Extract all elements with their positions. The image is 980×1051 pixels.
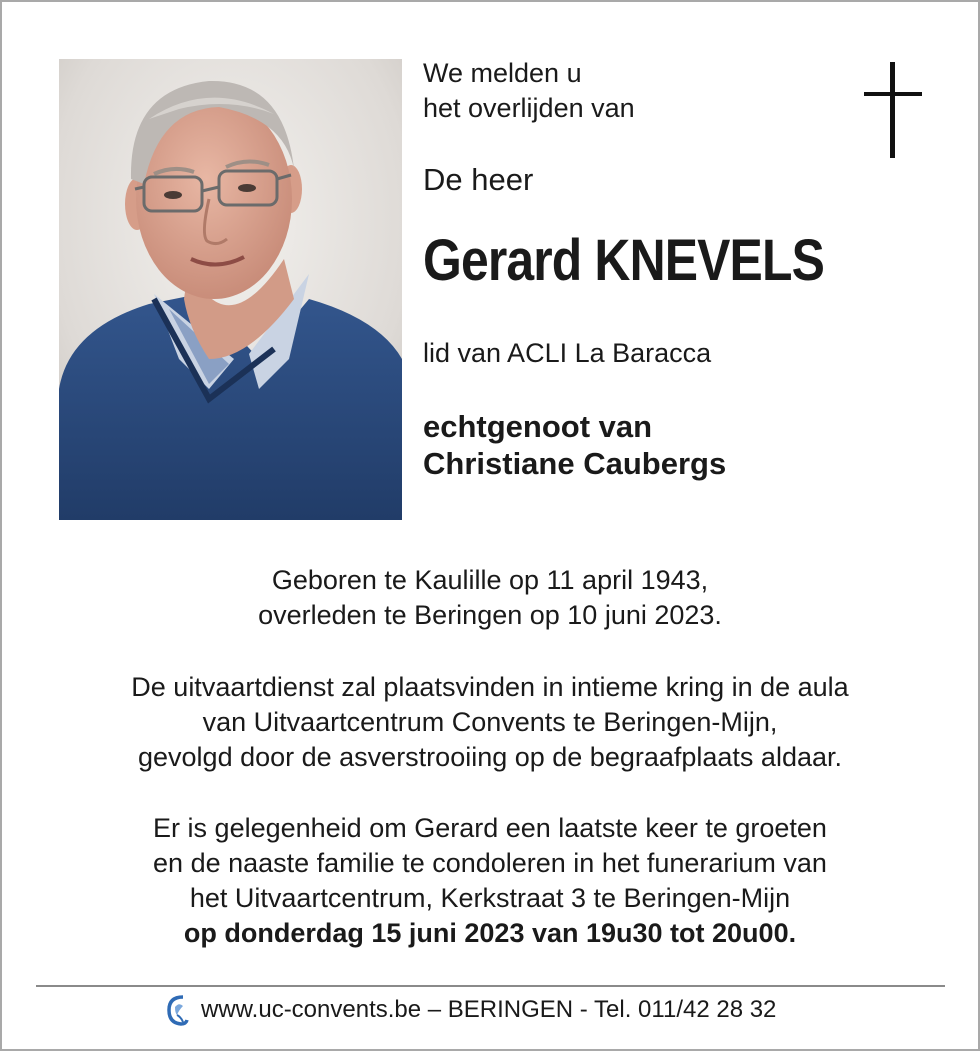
funeral-line-2: van Uitvaartcentrum Convents te Beringen-Mijn, (202, 707, 778, 737)
deceased-name: Gerard KNEVELS (423, 228, 824, 293)
honorific-title: De heer (423, 162, 534, 197)
spouse-line-2: Christiane Caubergs (423, 446, 727, 481)
dates-line-1: Geboren te Kaulille op 11 april 1943, (271, 565, 709, 595)
birth-death-dates (40, 563, 940, 633)
footer-divider (36, 985, 945, 987)
dates-line-2: overleden te Beringen op 10 juni 2023. (258, 600, 722, 630)
spouse-info (423, 408, 726, 482)
visit-line-2: en de naaste familie te condoleren in het funerarium van (153, 848, 827, 878)
membership-line: lid van ACLI La Baracca (423, 338, 712, 368)
intro-line-2: het overlijden van (423, 93, 635, 123)
footer-contact: www.uc-convents.be – BERINGEN - Tel. 011/42 28 32 (201, 996, 777, 1023)
visit-line-3: het Uitvaartcentrum, Kerkstraat 3 te Beringen-Mijn (189, 883, 791, 913)
footer (165, 993, 776, 1027)
visitation-text (40, 811, 940, 951)
funeral-service-text (40, 670, 940, 775)
intro-text (423, 56, 635, 126)
spouse-line-1: echtgenoot van (423, 409, 653, 444)
portrait-photo (59, 59, 402, 520)
funeral-line-1: De uitvaartdienst zal plaatsvinden in intieme kring in de aula (131, 672, 849, 702)
intro-line-1: We melden u (423, 58, 582, 88)
visit-date-time: op donderdag 15 juni 2023 van 19u30 tot 20u00. (183, 918, 797, 948)
funeral-line-3: gevolgd door de asverstrooiing op de begraafplaats aldaar. (138, 742, 842, 772)
visit-line-1: Er is gelegenheid om Gerard een laatste keer te groeten (153, 813, 827, 843)
cross-icon (864, 62, 922, 158)
uc-convents-logo-icon (165, 993, 189, 1027)
